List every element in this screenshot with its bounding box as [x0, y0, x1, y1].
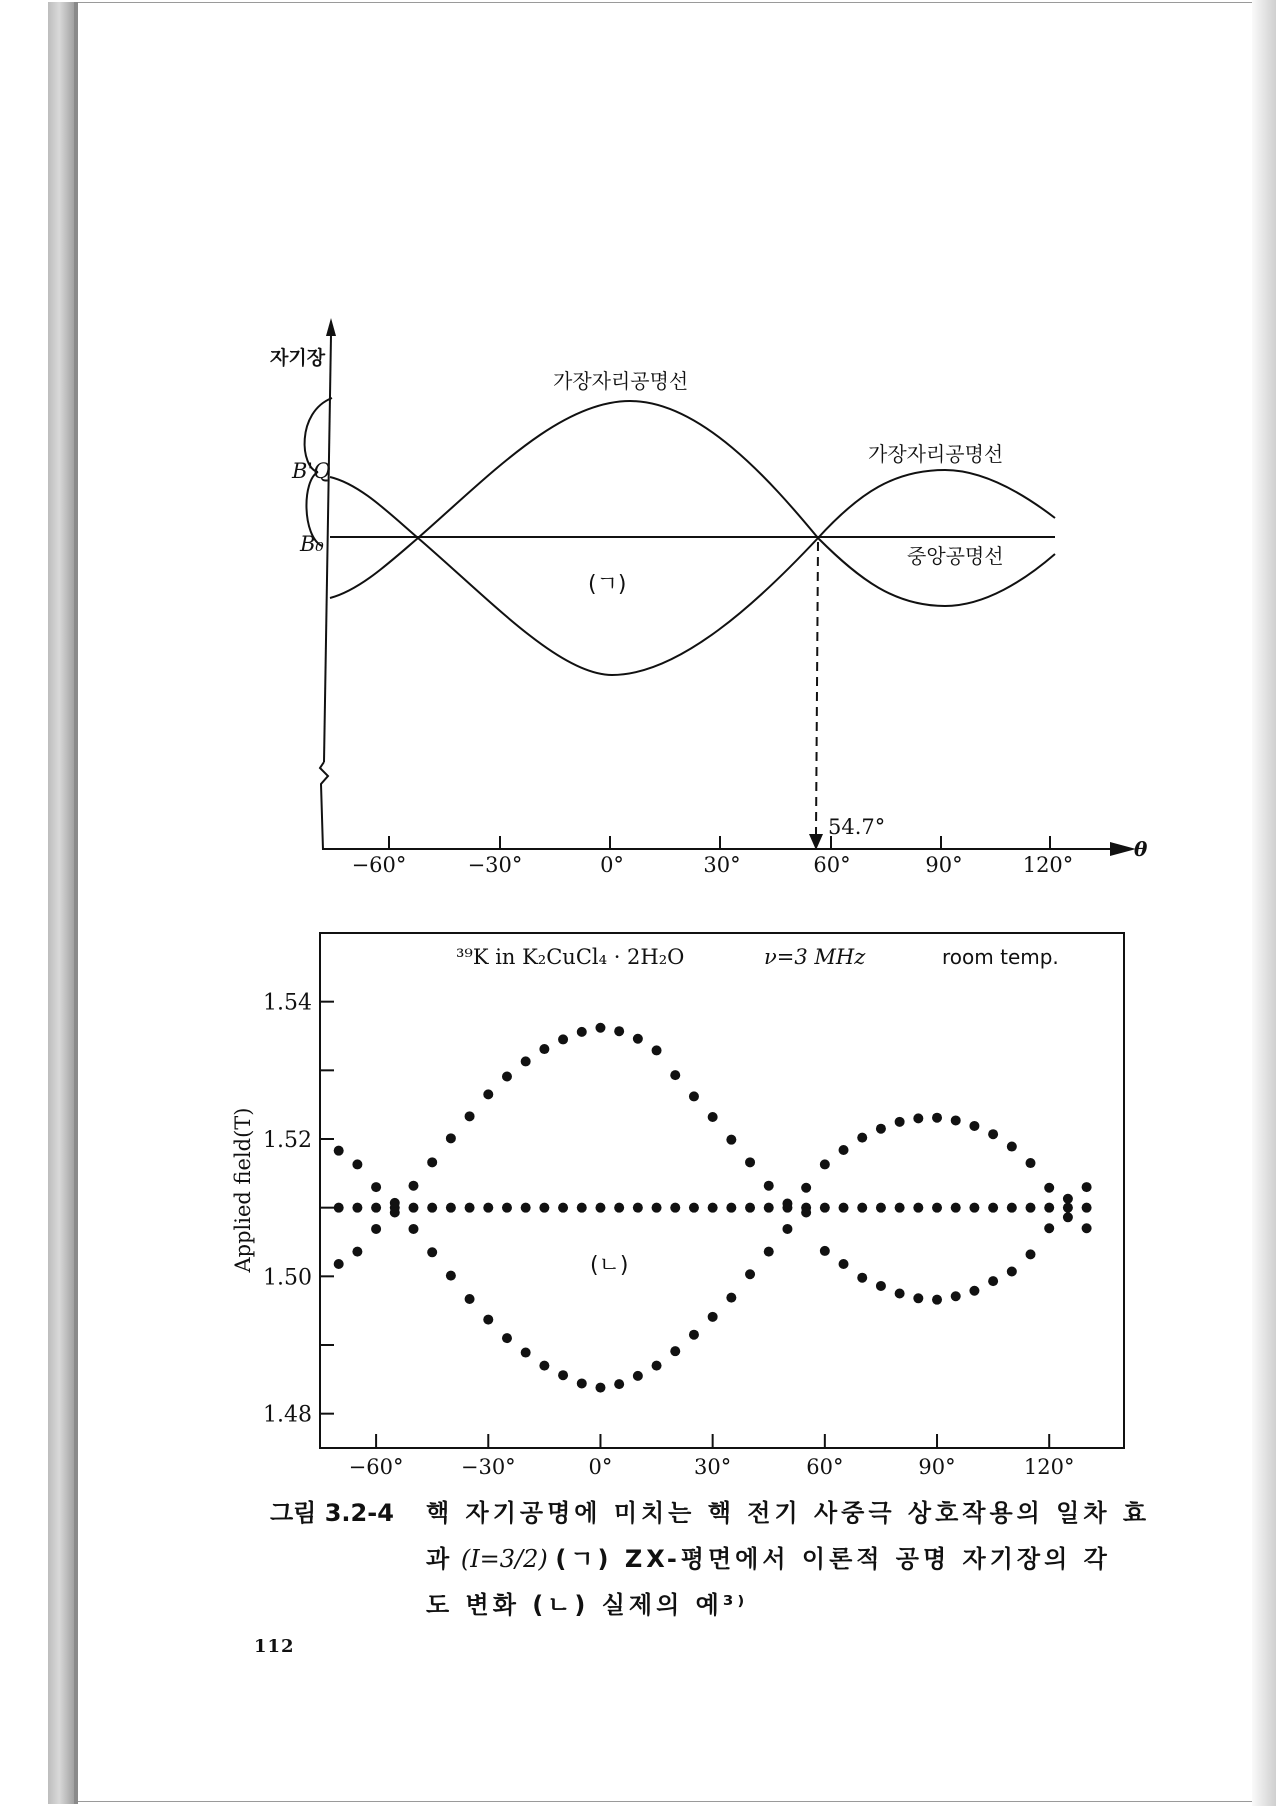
data-point: [689, 1203, 699, 1213]
data-point: [726, 1135, 736, 1145]
data-point: [876, 1203, 886, 1213]
data-point: [801, 1183, 811, 1193]
data-point: [408, 1224, 418, 1234]
data-point: [820, 1203, 830, 1213]
temperature-annotation: room temp.: [942, 945, 1059, 969]
magic-angle-label: 54.7°: [828, 815, 886, 839]
caption-line-1: 핵 자기공명에 미치는 핵 전기 사중극 상호작용의 일차 효: [426, 1499, 1151, 1527]
data-point: [446, 1133, 456, 1143]
data-point: [1063, 1212, 1073, 1222]
data-point: [633, 1371, 643, 1381]
data-point: [708, 1112, 718, 1122]
data-point: [1082, 1203, 1092, 1213]
b-q-label: B'Q: [292, 459, 331, 483]
data-point: [913, 1113, 923, 1123]
data-point: [951, 1203, 961, 1213]
caption-line-2-end: (ㄱ) ZX-평면에서 이론적 공명 자기장의 각: [555, 1545, 1111, 1573]
data-point: [427, 1157, 437, 1167]
data-point: [371, 1182, 381, 1192]
data-point: [820, 1246, 830, 1256]
data-point: [876, 1124, 886, 1134]
data-point: [502, 1333, 512, 1343]
panel-a-label: (ㄱ): [588, 572, 627, 597]
x-tick-label: 30°: [694, 1455, 732, 1479]
data-point: [558, 1370, 568, 1380]
diagram-y-axis-label: 자기장: [270, 347, 326, 369]
data-point: [726, 1293, 736, 1303]
data-point: [689, 1091, 699, 1101]
data-point: [595, 1383, 605, 1393]
data-point: [708, 1312, 718, 1322]
caption-line-3: 도 변화 (ㄴ) 실제의 예³⁾: [426, 1591, 749, 1619]
data-point: [521, 1056, 531, 1066]
data-point: [614, 1203, 624, 1213]
central-line-label: 중앙공명선: [907, 544, 1004, 568]
theta-symbol: θ: [1134, 837, 1148, 861]
data-point: [951, 1115, 961, 1125]
data-point: [1007, 1267, 1017, 1277]
data-point: [408, 1181, 418, 1191]
diagram-x-tick-label: 60°: [813, 853, 851, 877]
data-point: [352, 1247, 362, 1257]
data-point: [988, 1203, 998, 1213]
data-point: [1044, 1183, 1054, 1193]
data-point: [521, 1203, 531, 1213]
data-point: [969, 1286, 979, 1296]
data-point: [764, 1203, 774, 1213]
data-point: [539, 1044, 549, 1054]
data-point: [670, 1070, 680, 1080]
data-point: [614, 1379, 624, 1389]
x-tick-label: 0°: [588, 1455, 613, 1479]
data-point: [1063, 1194, 1073, 1204]
data-point: [895, 1203, 905, 1213]
data-point: [1007, 1142, 1017, 1152]
data-point: [1026, 1249, 1036, 1259]
data-point: [465, 1294, 475, 1304]
b0-label: B₀: [300, 532, 324, 556]
data-point: [633, 1034, 643, 1044]
data-point: [745, 1203, 755, 1213]
data-point: [1026, 1203, 1036, 1213]
plot-frame: [320, 933, 1124, 1448]
data-point: [689, 1330, 699, 1340]
data-point: [633, 1203, 643, 1213]
data-point: [521, 1348, 531, 1358]
data-point: [932, 1295, 942, 1305]
data-point: [988, 1129, 998, 1139]
data-point: [951, 1291, 961, 1301]
data-point: [839, 1259, 849, 1269]
data-point: [745, 1157, 755, 1167]
chart-title: ³⁹K in K₂CuCl₄ · 2H₂O: [456, 945, 685, 969]
data-point: [764, 1181, 774, 1191]
data-point: [895, 1117, 905, 1127]
data-point: [539, 1361, 549, 1371]
outer-curve-label-1: 가장자리공명선: [553, 369, 689, 393]
data-point: [782, 1224, 792, 1234]
data-point: [1026, 1158, 1036, 1168]
data-point: [539, 1203, 549, 1213]
data-point: [577, 1027, 587, 1037]
data-point: [652, 1361, 662, 1371]
data-point: [1063, 1203, 1073, 1213]
data-point: [652, 1045, 662, 1055]
data-point: [371, 1224, 381, 1234]
data-point: [1044, 1203, 1054, 1213]
data-point: [969, 1203, 979, 1213]
data-point: [465, 1203, 475, 1213]
data-point: [595, 1203, 605, 1213]
data-point: [839, 1203, 849, 1213]
data-point: [427, 1247, 437, 1257]
data-point: [390, 1207, 400, 1217]
data-point: [764, 1247, 774, 1257]
data-point: [334, 1146, 344, 1156]
data-point: [708, 1203, 718, 1213]
data-point: [652, 1203, 662, 1213]
data-point: [913, 1293, 923, 1303]
y-tick-label: 1.52: [263, 1128, 312, 1153]
data-point: [932, 1203, 942, 1213]
data-point: [857, 1133, 867, 1143]
data-point: [670, 1203, 680, 1213]
data-point: [932, 1113, 942, 1123]
data-point: [782, 1199, 792, 1209]
y-tick-label: 1.48: [263, 1402, 312, 1428]
diagram-x-tick-label: 0°: [600, 853, 624, 877]
diagram-x-tick-label: −60°: [351, 853, 407, 877]
data-point: [408, 1203, 418, 1213]
data-point: [1044, 1223, 1054, 1233]
diagram-x-tick-label: 90°: [925, 853, 963, 877]
data-point: [483, 1089, 493, 1099]
diagram-x-tick-label: −30°: [467, 853, 523, 877]
data-point: [427, 1203, 437, 1213]
x-tick-label: 120°: [1023, 1455, 1075, 1479]
data-point: [558, 1034, 568, 1044]
y-axis-title: Applied field(T): [231, 1107, 255, 1273]
caption-line-2-start: 과: [426, 1545, 454, 1573]
data-point: [614, 1026, 624, 1036]
data-point: [820, 1159, 830, 1169]
data-point: [801, 1207, 811, 1217]
caption-line-2: 과 (I=3/2) (ㄱ) ZX-평면에서 이론적 공명 자기장의 각: [426, 1545, 1111, 1573]
data-point: [969, 1121, 979, 1131]
data-point: [913, 1203, 923, 1213]
y-tick-label: 1.50: [263, 1265, 312, 1291]
x-tick-label: −60°: [348, 1455, 404, 1479]
data-point: [988, 1276, 998, 1286]
data-point: [857, 1273, 867, 1283]
panel-b-label: (ㄴ): [590, 1253, 629, 1278]
data-point: [726, 1203, 736, 1213]
spin-formula: I=3/2: [470, 1545, 539, 1573]
data-point: [352, 1159, 362, 1169]
data-point: [334, 1203, 344, 1213]
data-point: [577, 1203, 587, 1213]
data-point: [1007, 1203, 1017, 1213]
data-point: [839, 1145, 849, 1155]
data-point: [1082, 1223, 1092, 1233]
outer-curve-label-2: 가장자리공명선: [868, 442, 1004, 466]
x-tick-label: 60°: [806, 1455, 844, 1479]
data-point: [876, 1281, 886, 1291]
data-point: [390, 1198, 400, 1208]
diagram-x-tick-label: 120°: [1022, 853, 1074, 877]
data-point: [1082, 1182, 1092, 1192]
data-point: [465, 1111, 475, 1121]
data-point: [558, 1203, 568, 1213]
data-point: [334, 1259, 344, 1269]
data-point: [502, 1203, 512, 1213]
frequency-annotation: ν=3 MHz: [764, 945, 866, 969]
data-point: [483, 1203, 493, 1213]
figure-label: 그림 3.2-4: [270, 1499, 394, 1527]
data-point: [502, 1072, 512, 1082]
data-point: [446, 1271, 456, 1281]
data-point: [483, 1315, 493, 1325]
data-point: [352, 1203, 362, 1213]
data-point: [577, 1378, 587, 1388]
data-point: [895, 1289, 905, 1299]
data-point: [670, 1346, 680, 1356]
data-point: [595, 1023, 605, 1033]
diagram-x-tick-label: 30°: [703, 853, 741, 877]
data-point: [857, 1203, 867, 1213]
data-point: [371, 1203, 381, 1213]
page-number: 112: [254, 1636, 295, 1657]
x-tick-label: −30°: [460, 1455, 516, 1479]
x-tick-label: 90°: [918, 1455, 956, 1479]
data-point: [446, 1203, 456, 1213]
y-tick-label: 1.54: [263, 990, 312, 1016]
data-point: [745, 1269, 755, 1279]
